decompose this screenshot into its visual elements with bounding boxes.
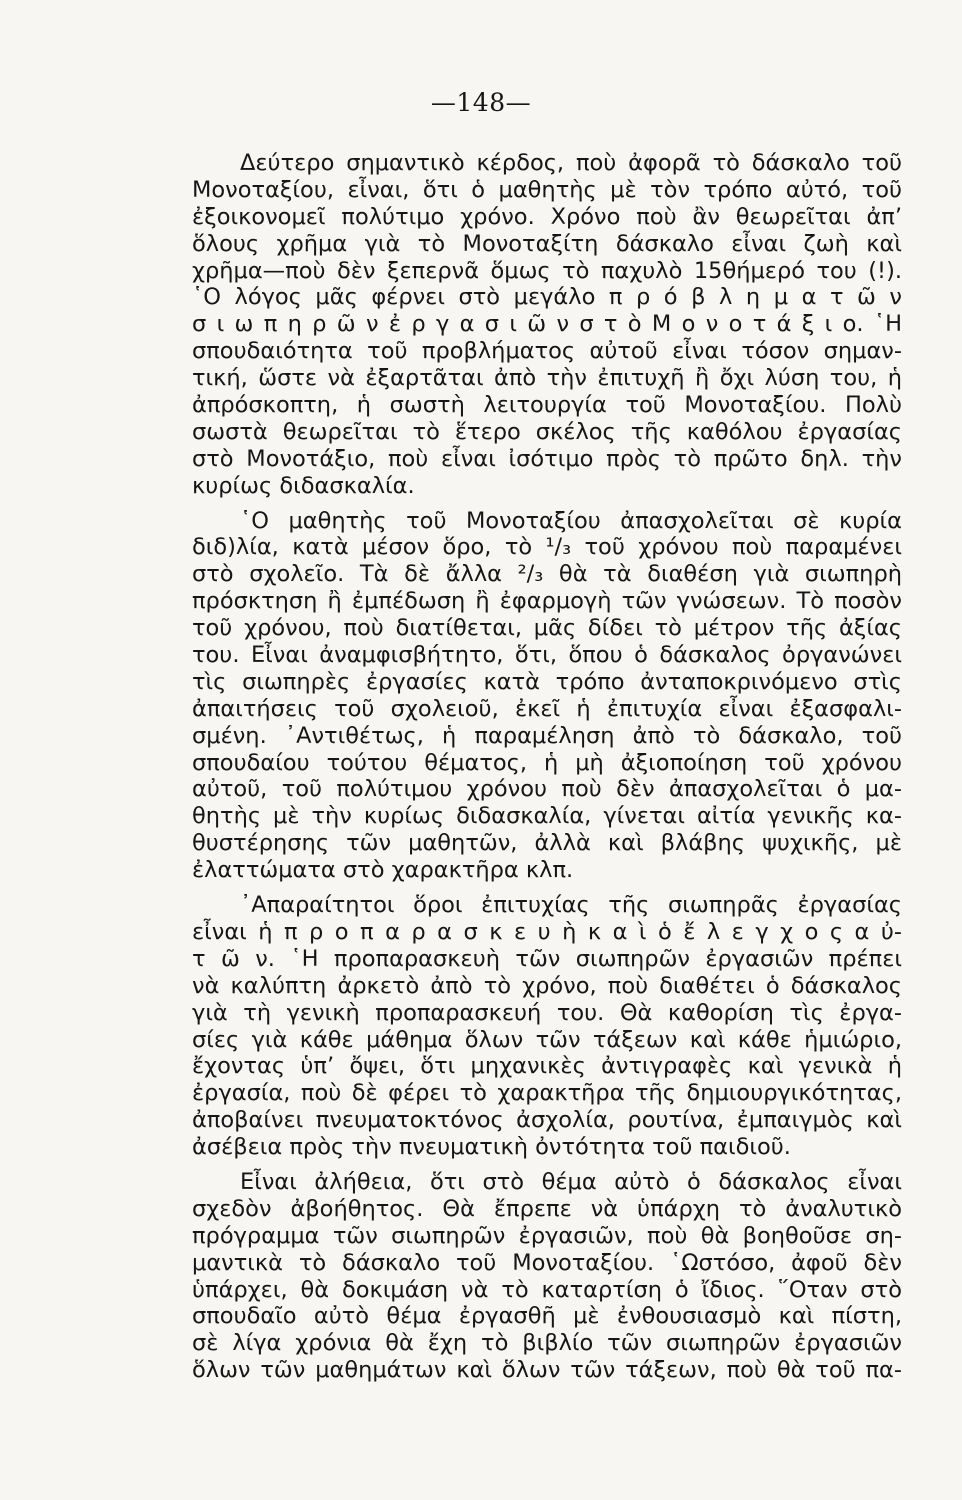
text-line: χρῆμα—ποὺ δὲν ξεπερνᾶ ὅμως τὸ παχυλὸ 15θήμερό του (!). bbox=[192, 257, 902, 284]
text-line: ῾Ο μαθητὴς τοῦ Μονοταξίου ἀπασχολεῖται σὲ κυρία bbox=[240, 507, 902, 534]
text-line: Δεύτερο σημαντικὸ κέρδος, ποὺ ἀφορᾶ τὸ δάσκαλο τοῦ bbox=[240, 150, 902, 176]
text-line: ὅλων τῶν μαθημάτων καὶ ὅλων τῶν τάξεων, ποὺ θὰ τοῦ πα- bbox=[192, 1357, 902, 1384]
text-line: αὐτοῦ, τοῦ πολύτιμου χρόνου ποὺ δὲν ἀπασχολεῖται ὁ μα- bbox=[192, 776, 902, 803]
paragraph-3 bbox=[192, 892, 902, 1161]
text-line: πρόσκτηση ἢ ἐμπέδωση ἢ ἐφαρμογὴ τῶν γνώσεων. Τὸ ποσὸν bbox=[192, 588, 902, 615]
text-line: ἀσέβεια πρὸς τὴν πνευματικὴ ὀντότητα τοῦ παιδιοῦ. bbox=[192, 1134, 791, 1161]
text-line: μαντικὰ τὸ δάσκαλο τοῦ Μονοταξίου. ῾Ωστόσο, ἀφοῦ δὲν bbox=[192, 1249, 902, 1276]
text-line: σμένη. ᾿Αντιθέτως, ἡ παραμέληση ἀπὸ τὸ δάσκαλο, τοῦ bbox=[192, 722, 902, 749]
text-line: ἀποβαίνει πνευματοκτόνος ἀσχολία, ρουτίνα, ἐμπαιγμὸς καὶ bbox=[192, 1107, 902, 1134]
text-line: Εἶναι ἀλήθεια, ὅτι στὸ θέμα αὐτὸ ὁ δάσκαλος εἶναι bbox=[240, 1168, 902, 1195]
text-line: ὅλους χρῆμα γιὰ τὸ Μονοταξίτη δάσκαλο εἶναι ζωὴ καὶ bbox=[192, 230, 902, 257]
text-line: ῾Ο λόγος μᾶς φέρνει στὸ μεγάλο π ρ ό β λ η μ α τ ῶ ν bbox=[192, 284, 902, 311]
text-line: στὸ Μονοτάξιο, ποὺ εἶναι ἰσότιμο πρὸς τὸ πρῶτο δηλ. τὴν bbox=[192, 445, 902, 472]
paragraph-2 bbox=[192, 508, 902, 884]
body-text bbox=[192, 150, 902, 1384]
text-line: κυρίως διδασκαλία. bbox=[192, 472, 415, 499]
paragraph-4 bbox=[192, 1169, 902, 1384]
text-line: ἐξοικονομεῖ πολύτιμο χρόνο. Χρόνο ποὺ ἂν θεωρεῖται ἀπ’ bbox=[192, 203, 902, 230]
text-line: πρόγραμμα τῶν σιωπηρῶν ἐργασιῶν, ποὺ θὰ βοηθοῦσε ση- bbox=[192, 1222, 902, 1249]
text-line: σπουδαιότητα τοῦ προβλήματος αὐτοῦ εἶναι τόσον σημαν- bbox=[192, 338, 902, 365]
text-line: σίες γιὰ κάθε μάθημα ὅλων τῶν τάξεων καὶ κάθε ἡμιώριο, bbox=[192, 1026, 902, 1053]
text-line: του. Εἶναι ἀναμφισβήτητο, ὅτι, ὅπου ὁ δάσκαλος ὀργανώνει bbox=[192, 642, 902, 669]
text-line: ἐλαττώματα στὸ χαρακτῆρα κλπ. bbox=[192, 857, 574, 884]
paragraph-1 bbox=[192, 150, 902, 500]
text-line: ᾿Απαραίτητοι ὅροι ἐπιτυχίας τῆς σιωπηρᾶς ἐργασίας bbox=[240, 892, 902, 919]
text-line: σ ι ω π η ρ ῶ ν ἐ ρ γ α σ ι ῶ ν σ τ ὸ Μ ο ν ο τ ά ξ ι ο. ῾Η bbox=[192, 311, 902, 338]
text-line: θητὴς μὲ τὴν κυρίως διδασκαλία, γίνεται αἰτία γενικῆς κα- bbox=[192, 803, 902, 830]
text-line: τική, ὥστε νὰ ἐξαρτᾶται ἀπὸ τὴν ἐπιτυχῆ ἢ ὄχι λύση του, ἡ bbox=[192, 365, 902, 392]
text-line: γιὰ τὴ γενικὴ προπαρασκευή του. Θὰ καθορίση τὶς ἐργα- bbox=[192, 999, 902, 1026]
text-line: ὑπάρχει, θὰ δοκιμάση νὰ τὸ καταρτίση ὁ ἴδιος. ῞Οταν στὸ bbox=[192, 1276, 902, 1303]
text-line: σὲ λίγα χρόνια θὰ ἔχη τὸ βιβλίο τῶν σιωπηρῶν ἐργασιῶν bbox=[192, 1330, 902, 1357]
text-line: εἶναι ἡ π ρ ο π α ρ α σ κ ε υ ὴ κ α ὶ ὁ ἔ λ ε γ χ ο ς α ὐ- bbox=[192, 918, 902, 945]
text-line: Μονοταξίου, εἶναι, ὅτι ὁ μαθητὴς μὲ τὸν τρόπο αὐτό, τοῦ bbox=[192, 176, 902, 203]
text-line: σπουδαίου τούτου θέματος, ἡ μὴ ἀξιοποίηση τοῦ χρόνου bbox=[192, 749, 902, 776]
text-line: στὸ σχολεῖο. Τὰ δὲ ἄλλα ²/₃ θὰ τὰ διαθέση γιὰ σιωπηρὴ bbox=[192, 561, 902, 588]
text-line: τ ῶ ν. ῾Η προπαρασκευὴ τῶν σιωπηρῶν ἐργασιῶν πρέπει bbox=[192, 945, 902, 972]
text-line: νὰ καλύπτη ἀρκετὸ ἀπὸ τὸ χρόνο, ποὺ διαθέτει ὁ δάσκαλος bbox=[192, 972, 902, 999]
text-line: διδ)λία, κατὰ μέσον ὅρο, τὸ ¹/₃ τοῦ χρόνου ποὺ παραμένει bbox=[192, 534, 902, 561]
text-line: σπουδαῖο αὐτὸ θέμα ἐργασθῆ μὲ ἐνθουσιασμὸ καὶ πίστη, bbox=[192, 1303, 902, 1330]
text-line: θυστέρησης τῶν μαθητῶν, ἀλλὰ καὶ βλάβης ψυχικῆς, μὲ bbox=[192, 830, 902, 857]
text-line: ἀπαιτήσεις τοῦ σχολειοῦ, ἐκεῖ ἡ ἐπιτυχία εἶναι ἐξασφαλι- bbox=[192, 695, 902, 722]
text-line: τοῦ χρόνου, ποὺ διατίθεται, μᾶς δίδει τὸ μέτρον τῆς ἀξίας bbox=[192, 615, 902, 642]
text-line: ἐργασία, ποὺ δὲ φέρει τὸ χαρακτῆρα τῆς δημιουργικότητας, bbox=[192, 1080, 902, 1107]
text-line: σχεδὸν ἀβοήθητος. Θὰ ἔπρεπε νὰ ὑπάρχη τὸ ἀναλυτικὸ bbox=[192, 1195, 902, 1222]
text-line: σωστὰ θεωρεῖται τὸ ἕτερο σκέλος τῆς καθόλου ἐργασίας bbox=[192, 418, 902, 445]
text-line: ἔχοντας ὑπ’ ὄψει, ὅτι μηχανικὲς ἀντιγραφὲς καὶ γενικὰ ἡ bbox=[192, 1053, 902, 1080]
text-line: τὶς σιωπηρὲς ἐργασίες κατὰ τρόπο ἀνταποκρινόμενο στὶς bbox=[192, 668, 902, 695]
page-number: —148— bbox=[430, 88, 532, 117]
text-line: ἀπρόσκοπτη, ἡ σωστὴ λειτουργία τοῦ Μονοταξίου. Πολὺ bbox=[192, 392, 902, 419]
